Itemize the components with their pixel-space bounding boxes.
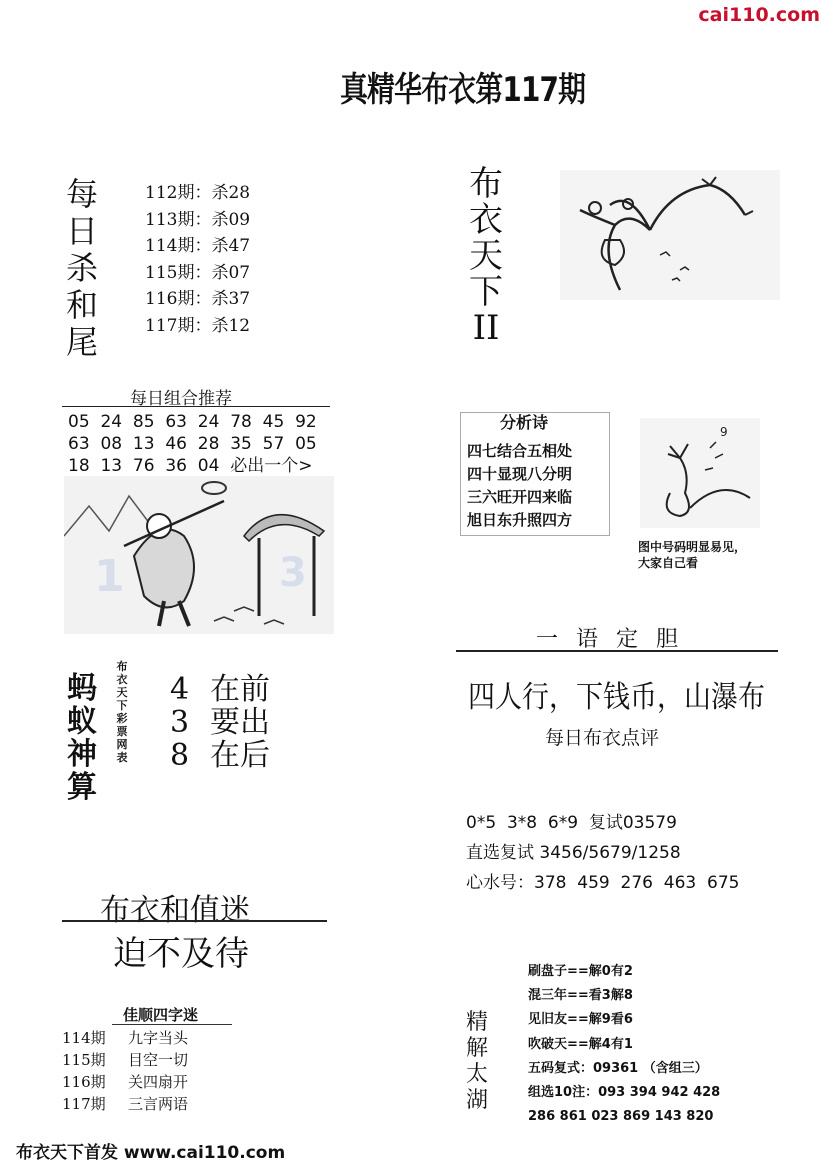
ant-row-number: 8 — [170, 738, 190, 773]
ant-small-char: 衣 — [116, 673, 128, 686]
fisherman-sketch — [64, 476, 334, 634]
jingjie-title-char: 太 — [466, 1062, 489, 1087]
kill-title-char: 尾 — [65, 323, 98, 361]
cloth-title-char: 下 — [469, 272, 503, 312]
four-word-period: 115期 — [62, 1051, 106, 1069]
poem-line: 旭日东升照四方 — [467, 511, 573, 529]
ant-small-char: 下 — [116, 699, 128, 712]
four-word-divider — [112, 1024, 232, 1025]
ant-title-char: 神 — [67, 737, 97, 772]
note-line: 图中号码明显易见， — [638, 540, 747, 554]
ant-row-text: 在前 — [210, 672, 270, 707]
ant-row-number: 3 — [170, 705, 190, 740]
combo-header: 每日组合推荐 — [130, 389, 232, 409]
page-title: 真精华布衣第117期 — [340, 70, 586, 110]
four-word-row — [62, 1027, 188, 1049]
jingjie-list — [528, 960, 720, 1129]
ant-row — [170, 706, 270, 739]
footer-text: 布衣天下首发 www.cai110.com — [16, 1143, 286, 1163]
riddle-subtitle: 迫不及待 — [113, 934, 249, 974]
yiyu-motto: 四人行，下钱币，山瀑布 — [468, 680, 765, 715]
ant-title-char: 蚂 — [67, 671, 97, 706]
ant-row-number: 4 — [170, 672, 190, 707]
ant-row-text: 在后 — [210, 738, 270, 773]
poem-lines — [467, 440, 572, 532]
kill-row: 112期：杀28 — [145, 183, 251, 203]
jingjie-title-char: 精 — [466, 1010, 489, 1035]
poem-line: 四七结合五相处 — [467, 442, 573, 460]
kill-vertical-title — [62, 176, 102, 361]
four-word-period: 114期 — [62, 1029, 106, 1047]
poem-note — [638, 539, 746, 571]
jingjie-line: 组选10注：093 394 942 428 — [528, 1085, 721, 1101]
svg-text:9: 9 — [720, 425, 728, 439]
four-word-row — [62, 1049, 188, 1071]
poem-line: 三六旺开四来临 — [467, 488, 573, 506]
riddle-title: 布衣和值迷 — [100, 893, 250, 928]
pick-line: 0*5 3*8 6*9 复试03579 — [466, 813, 677, 833]
combo-line: 18 13 76 36 04 必出一个> — [68, 456, 313, 476]
ant-small-char: 天 — [116, 686, 128, 699]
ant-vertical-title — [64, 672, 100, 804]
kill-title-char: 每 — [65, 175, 98, 213]
ant-small-char: 网 — [116, 738, 128, 751]
ant-row — [170, 739, 270, 772]
kill-title-char: 杀 — [65, 249, 98, 287]
yiyu-comment: 每日布衣点评 — [545, 727, 660, 749]
combo-line: 05 24 85 63 24 78 45 92 — [68, 412, 317, 432]
svg-text:1: 1 — [94, 551, 125, 602]
jingjie-line: 286 861 023 869 143 820 — [528, 1109, 714, 1125]
four-word-text: 目空一切 — [128, 1051, 189, 1069]
cloth-world-vertical-title — [466, 166, 506, 346]
ant-row — [170, 673, 270, 706]
ant-small-text — [112, 660, 132, 764]
yiyu-divider — [456, 650, 778, 652]
four-word-period: 116期 — [62, 1073, 106, 1091]
kill-title-char: 和 — [65, 286, 98, 324]
jingjie-vertical-title — [466, 1010, 492, 1114]
jingjie-line: 五码复式：09361 （含组三） — [528, 1060, 708, 1076]
ant-small-char: 彩 — [116, 712, 128, 725]
four-word-list — [62, 1027, 188, 1115]
riddle-divider — [62, 920, 327, 922]
kill-row: 113期：杀09 — [145, 209, 251, 230]
four-word-period: 117期 — [62, 1095, 106, 1113]
kill-list — [145, 180, 250, 339]
four-word-row — [62, 1093, 188, 1115]
cloth-title-char: 天 — [469, 236, 503, 276]
four-word-text: 九字当头 — [128, 1029, 189, 1047]
cloth-title-char: 衣 — [469, 200, 503, 240]
combo-numbers — [68, 411, 317, 477]
gourd-sketch — [640, 418, 760, 528]
combo-divider — [62, 406, 330, 407]
ant-small-char: 表 — [116, 751, 128, 764]
ant-title-char: 算 — [67, 770, 97, 805]
pick-list — [466, 808, 739, 898]
jingjie-line: 吹破天==解4有1 — [528, 1036, 633, 1052]
four-word-row — [62, 1071, 188, 1093]
jingjie-line: 刷盘子==解0有2 — [528, 964, 633, 979]
cloth-title-char: 布 — [469, 164, 503, 204]
note-line: 大家自己看 — [638, 556, 699, 570]
combo-line: 63 08 13 46 28 35 57 05 — [68, 434, 317, 454]
jingjie-title-char: 湖 — [466, 1088, 489, 1113]
jingjie-line: 见旧友==解9看6 — [528, 1012, 633, 1028]
cloth-title-char: II — [472, 308, 500, 348]
pick-line: 心水号：378 459 276 463 675 — [466, 873, 740, 893]
kill-title-char: 日 — [65, 212, 98, 250]
ant-small-char: 布 — [116, 660, 128, 673]
pick-line: 直选复试 3456/5679/1258 — [466, 843, 681, 863]
yiyu-header: 一语定胆 — [536, 627, 697, 652]
kill-row: 117期：杀12 — [145, 315, 251, 336]
four-word-text: 关四扇开 — [128, 1073, 189, 1091]
poem-line: 四十显现八分明 — [467, 465, 573, 483]
poem-header: 分析诗 — [500, 413, 549, 432]
four-word-text: 三言两语 — [128, 1095, 189, 1113]
ant-small-char: 票 — [116, 725, 128, 738]
jingjie-title-char: 解 — [466, 1036, 489, 1061]
kill-row: 116期：杀37 — [145, 289, 251, 309]
site-watermark: cai110.com — [698, 4, 820, 26]
ant-title-char: 蚁 — [67, 704, 97, 739]
branch-sketch — [560, 170, 780, 300]
jingjie-line: 混三年==看3解8 — [528, 988, 633, 1004]
kill-row: 115期：杀07 — [145, 262, 251, 283]
kill-row: 114期：杀47 — [145, 236, 251, 256]
ant-row-text: 要出 — [210, 705, 270, 740]
ant-rows — [170, 673, 270, 772]
svg-text:3: 3 — [279, 550, 307, 596]
four-word-header: 佳顺四字迷 — [123, 1006, 199, 1024]
